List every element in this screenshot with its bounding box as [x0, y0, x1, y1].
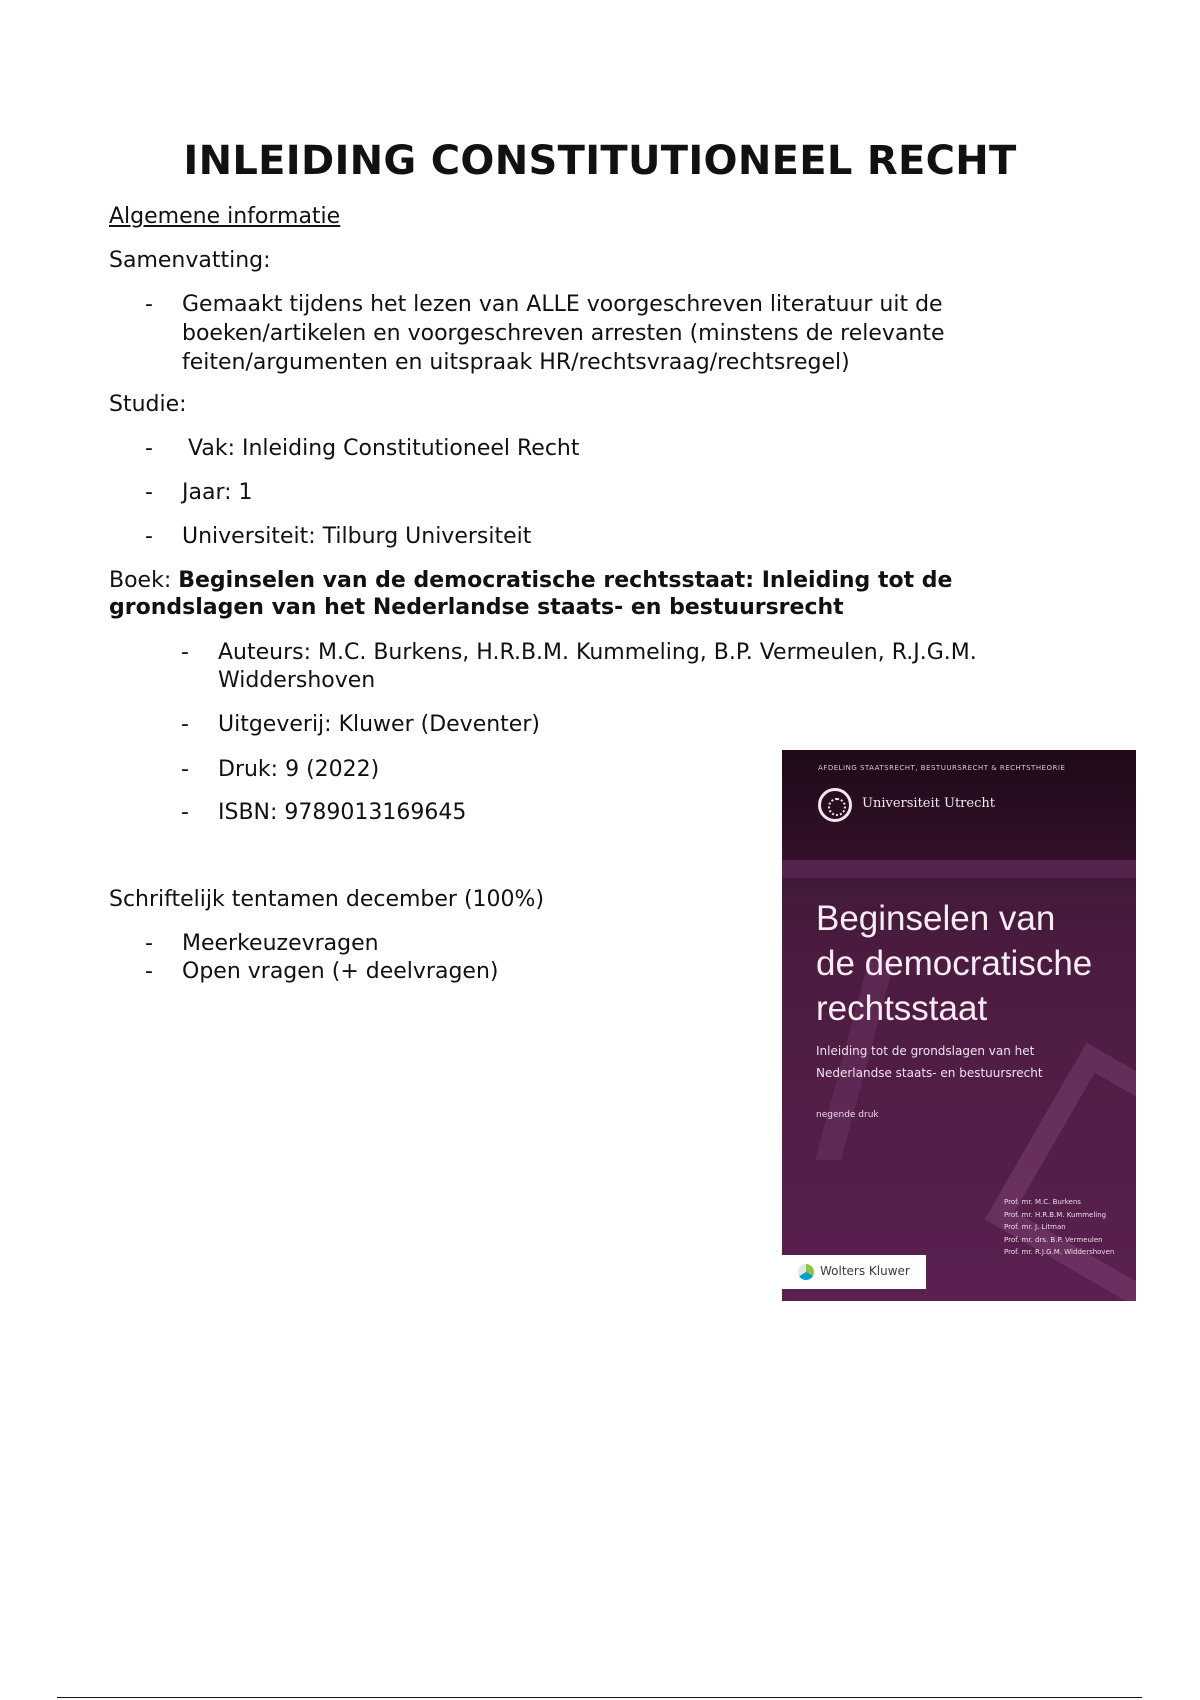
studie-label: Studie: [109, 392, 187, 417]
bullet-dash: - [181, 640, 189, 665]
cover-title-line3: rechtsstaat [816, 989, 988, 1028]
university-seal-icon [818, 788, 852, 822]
cover-title-line2: de democratische [816, 944, 1093, 983]
tentamen-item [0, 958, 700, 986]
cover-author: Prof. mr. R.J.G.M. Widdershoven [1004, 1248, 1115, 1256]
studie-item [0, 523, 1200, 551]
bullet-dash: - [145, 436, 153, 461]
publisher-logo-text: Wolters Kluwer [820, 1264, 910, 1278]
cover-subtitle [816, 1040, 1116, 1084]
samenvatting-text-line1: Gemaakt tijdens het lezen van ALLE voorgeschreven literatuur uit de [182, 292, 943, 317]
cover-authors [1004, 1196, 1114, 1259]
cover-author: Prof. mr. J. Litman [1004, 1223, 1066, 1231]
samenvatting-item [0, 291, 1200, 381]
boek-label: Boek: [109, 568, 179, 593]
publisher-logo [782, 1255, 926, 1289]
cover-author: Prof. mr. H.R.B.M. Kummeling [1004, 1210, 1107, 1219]
bullet-dash: - [145, 292, 153, 317]
tentamen-label: Schriftelijk tentamen december (100%) [109, 887, 545, 912]
studie-jaar: Jaar: 1 [182, 480, 253, 505]
bullet-dash: - [181, 800, 189, 825]
tentamen-meerkeuze: Meerkeuzevragen [182, 931, 379, 956]
page-title: INLEIDING CONSTITUTIONEEL RECHT [183, 138, 1017, 184]
druk-text: Druk: 9 (2022) [218, 757, 380, 782]
bullet-dash: - [145, 931, 153, 956]
boek-auteurs [0, 639, 1200, 699]
cover-divider-band [782, 860, 1136, 878]
cover-subtitle-line1: Inleiding tot de grondslagen van het [816, 1044, 1035, 1058]
tentamen-open: Open vragen (+ deelvragen) [182, 959, 499, 984]
cover-author: Prof. mr. drs. B.P. Vermeulen [1004, 1235, 1103, 1244]
cover-title [816, 896, 1126, 1031]
section-heading: Algemene informatie [109, 204, 341, 229]
bullet-dash: - [181, 757, 189, 782]
bullet-dash: - [145, 524, 153, 549]
cover-subtitle-line2: Nederlandse staats- en bestuursrecht [816, 1066, 1043, 1080]
book-cover-image [782, 750, 1136, 1301]
boek-line1 [109, 567, 952, 595]
samenvatting-text-line3: feiten/argumenten en uitspraak HR/rechtsvraag/rechtsregel) [182, 350, 850, 375]
isbn-text: ISBN: 9789013169645 [218, 800, 467, 825]
boek-isbn [0, 799, 700, 827]
cover-edition: negende druk [816, 1110, 879, 1120]
studie-universiteit: Universiteit: Tilburg Universiteit [182, 524, 532, 549]
uitgeverij-text: Uitgeverij: Kluwer (Deventer) [218, 712, 540, 737]
samenvatting-text-line2: boeken/artikelen en voorgeschreven arresten (minstens de relevante [182, 321, 945, 346]
studie-item [0, 435, 1200, 463]
studie-vak: Vak: Inleiding Constitutioneel Recht [188, 436, 580, 461]
studie-item [0, 479, 1200, 507]
tentamen-item [0, 930, 700, 958]
boek-title-line2: grondslagen van het Nederlandse staats- en bestuursrecht [109, 595, 844, 620]
boek-druk [0, 756, 700, 784]
bullet-dash: - [145, 480, 153, 505]
boek-uitgeverij [0, 711, 700, 739]
cover-title-line1: Beginselen van [816, 899, 1056, 938]
cover-author: Prof. mr. M.C. Burkens [1004, 1198, 1081, 1206]
bullet-dash: - [145, 959, 153, 984]
boek-title-line1: Beginselen van de democratische rechtsstaat: Inleiding tot de [178, 568, 953, 593]
cover-series: AFDELING STAATSRECHT, BESTUURSRECHT & RECHTSTHEORIE [818, 764, 1066, 772]
footer-rule [57, 1697, 1142, 1698]
auteurs-line1: Auteurs: M.C. Burkens, H.R.B.M. Kummeling, B.P. Vermeulen, R.J.G.M. [218, 640, 977, 665]
samenvatting-label: Samenvatting: [109, 248, 271, 273]
wolters-kluwer-logo-icon [798, 1264, 814, 1280]
cover-university: Universiteit Utrecht [862, 796, 995, 811]
bullet-dash: - [181, 712, 189, 737]
auteurs-line2: Widdershoven [218, 668, 376, 693]
